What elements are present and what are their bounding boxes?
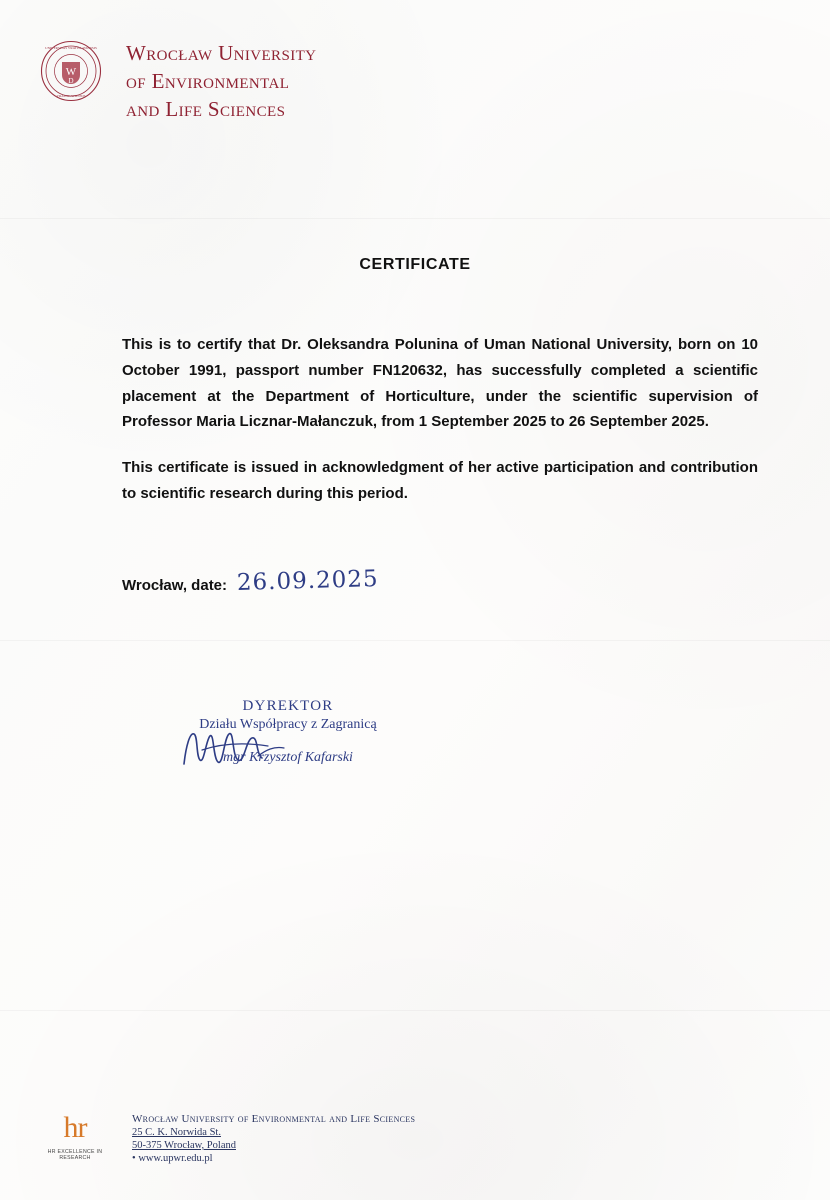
signature-block — [128, 698, 448, 766]
certificate-title: CERTIFICATE — [359, 256, 471, 273]
footer-website-row — [132, 1153, 415, 1164]
certificate-paragraph-1: This is to certify that Dr. Oleksandra Polunina of Uman National University, born on 10 October 1991, passport number FN120632, has successfully completed a scientific placement at the Department of Horticulture, under the scientific supervision of Professor Maria Licznar-Małanczuk, from 1 September 2025 to 26 September 2025. — [122, 336, 758, 431]
svg-text:W: W — [65, 66, 77, 78]
footer-website-link[interactable]: www.upwr.edu.pl — [138, 1153, 213, 1164]
svg-text:D: D — [68, 77, 74, 85]
signature-department: Działu Współpracy z Zagranicą — [199, 717, 377, 732]
hr-excellence-in-research-icon — [40, 1113, 110, 1161]
hr-logo-mark: hr — [63, 1111, 87, 1144]
svg-text:UNIVERSITAS VRATISLAVIENSIS: UNIVERSITAS VRATISLAVIENSIS — [45, 46, 97, 50]
paper-fold-line — [0, 218, 830, 219]
paper-fold-line — [0, 640, 830, 641]
footer-contact-block — [132, 1113, 415, 1164]
document-footer — [40, 1113, 415, 1164]
document-header — [40, 40, 316, 124]
place-and-date — [122, 566, 380, 596]
place-date-label: Wrocław, date: — [122, 577, 228, 594]
university-crest-icon — [40, 40, 102, 102]
signature-title: DYREKTOR — [242, 698, 334, 714]
signature-name: mgr Krzysztof Kafarski — [223, 750, 353, 765]
footer-organization: Wrocław University of Environmental and Life Sciences — [132, 1113, 416, 1125]
certificate-body — [122, 332, 758, 507]
handwritten-date: 26.09.2025 — [236, 566, 380, 596]
svg-text:VRATISLAVIENSIS: VRATISLAVIENSIS — [56, 94, 86, 98]
footer-address-line-1: 25 C. K. Norwida St. — [132, 1127, 221, 1138]
university-name: Wrocław University of Environmental and Life Sciences — [126, 41, 317, 121]
certificate-paragraph-2: This certificate is issued in acknowledgment of her active participation and contribution to scientific research during this period. — [122, 459, 758, 502]
paper-fold-line — [0, 1010, 830, 1011]
hr-logo-caption: HR EXCELLENCE IN RESEARCH — [47, 1149, 103, 1161]
footer-address-line-2: 50-375 Wrocław, Poland — [132, 1140, 236, 1151]
footer-bullet: • — [132, 1153, 136, 1164]
